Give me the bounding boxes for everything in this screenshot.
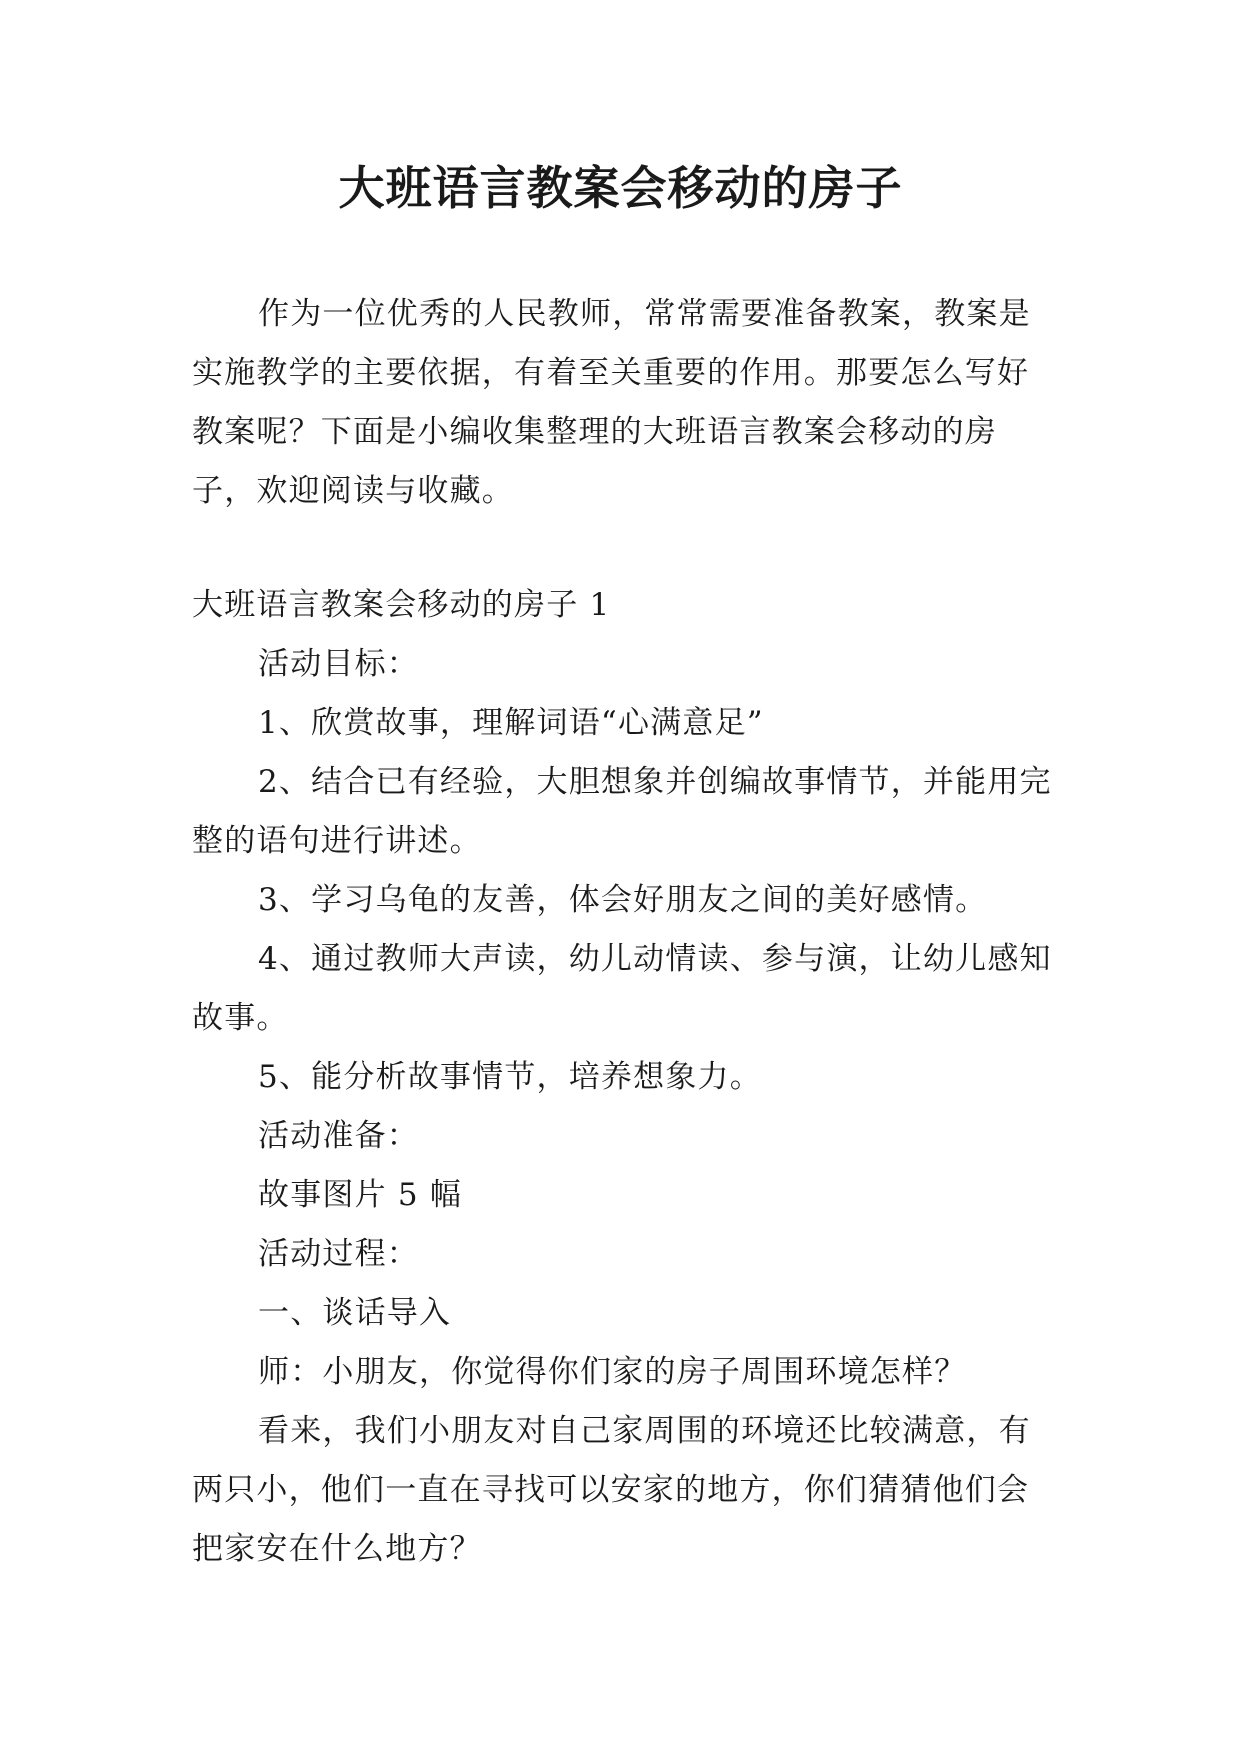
goal-item-1: 1、欣赏故事，理解词语“心满意足”	[258, 705, 764, 741]
intro-paragraph: 作为一位优秀的人民教师，常常需要准备教案，教案是实施教学的主要依据，有着至关重要的作用。那要怎么写好教案呢？下面是小编收集整理的大班语言教案会移动的房子，欢迎阅读与收藏。	[192, 296, 1031, 509]
prep-item: 故事图片 5 幅	[258, 1177, 463, 1213]
goal-item-2: 2、结合已有经验，大胆想象并创编故事情节，并能用完整的语句进行讲述。	[192, 764, 1052, 859]
document-body	[192, 285, 1058, 1579]
goals-label: 活动目标：	[258, 646, 419, 682]
teacher-question: 师：小朋友，你觉得你们家的房子周围环境怎样？	[258, 1354, 967, 1390]
goal-item-5: 5、能分析故事情节，培养想象力。	[258, 1059, 762, 1095]
goal-item-3: 3、学习乌龟的友善，体会好朋友之间的美好感情。	[258, 882, 988, 918]
prep-label: 活动准备：	[258, 1118, 419, 1154]
section-heading: 大班语言教案会移动的房子 1	[192, 587, 611, 623]
closing-paragraph: 看来，我们小朋友对自己家周围的环境还比较满意，有两只小，他们一直在寻找可以安家的地方，你们猜猜他们会把家安在什么地方？	[192, 1413, 1031, 1567]
goal-item-4: 4、通过教师大声读，幼儿动情读、参与演，让幼儿感知故事。	[192, 941, 1052, 1036]
process-step-1: 一、谈话导入	[258, 1295, 452, 1331]
document-title: 大班语言教案会移动的房子	[338, 161, 903, 215]
process-label: 活动过程：	[258, 1236, 419, 1272]
